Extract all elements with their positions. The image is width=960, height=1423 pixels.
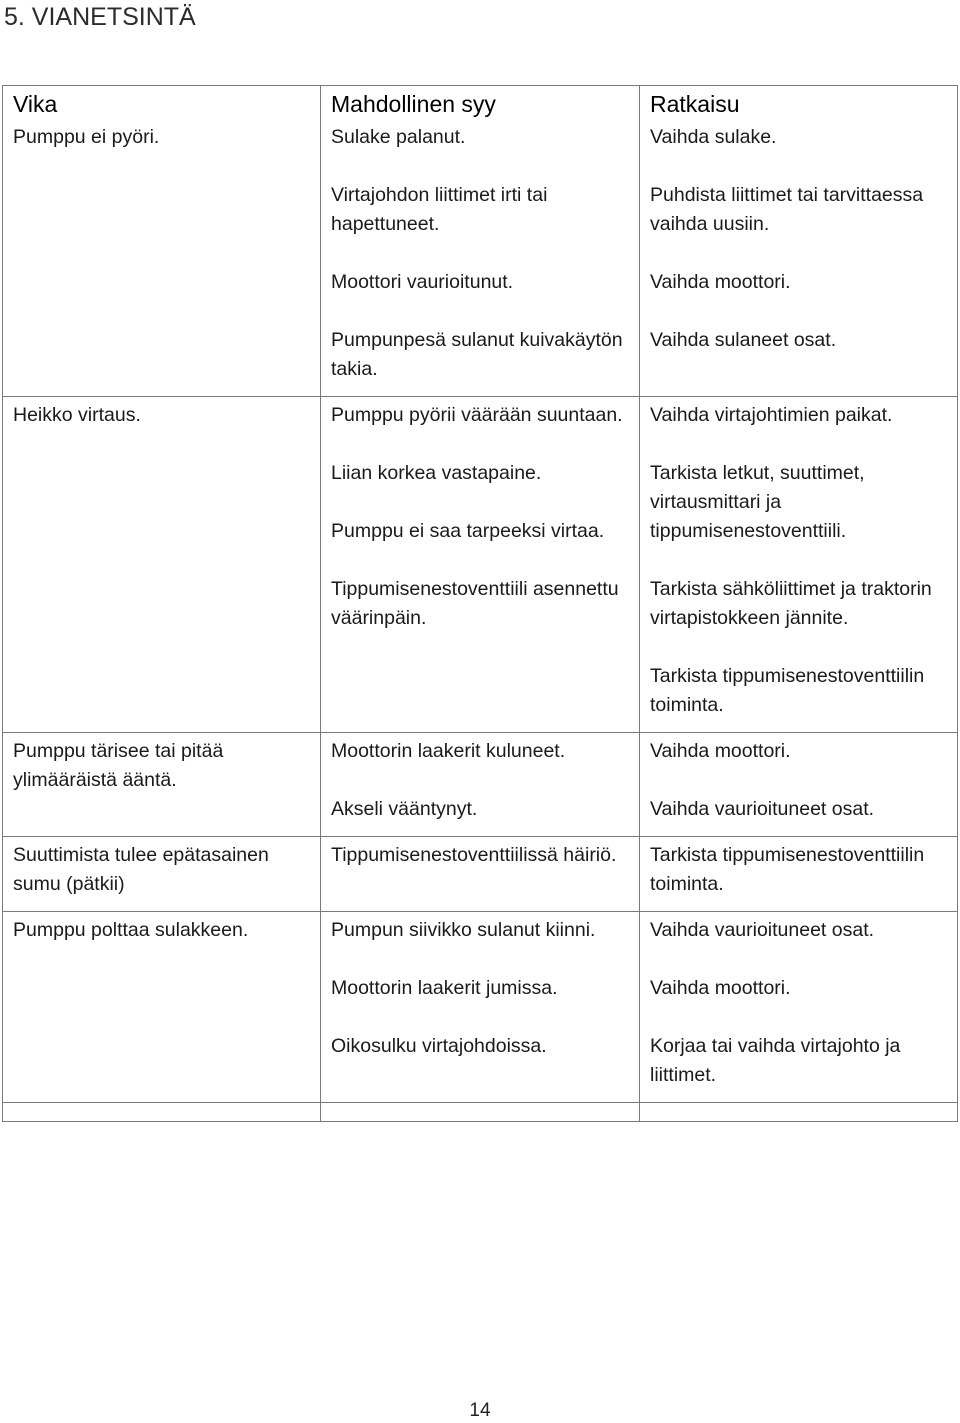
cause-text: Pumppu pyörii väärään suuntaan. — [331, 404, 623, 426]
troubleshooting-table — [2, 85, 958, 1122]
solution-text: Vaihda sulake. — [650, 126, 777, 148]
empty-cell — [3, 1103, 321, 1122]
solution-cell — [640, 397, 958, 733]
solution-text: Tarkista tippumisenestoventtiilin toiminta. — [650, 665, 925, 716]
fault-text: Pumppu ei pyöri. — [13, 126, 160, 148]
cause-text: Moottorin laakerit kuluneet. — [331, 740, 566, 762]
cause-text: Tippumisenestoventtiili asennettu väärinpäin. — [331, 578, 619, 629]
solution-text: Tarkista letkut, suuttimet, virtausmittari ja tippumisenestoventtiili. — [650, 462, 865, 542]
table-row — [3, 397, 958, 733]
page-number: 14 — [469, 1400, 491, 1421]
cause-cell — [321, 397, 640, 733]
cause-text: Sulake palanut. — [331, 126, 466, 148]
table-row — [3, 837, 958, 912]
cause-text: Pumppu ei saa tarpeeksi virtaa. — [331, 520, 605, 542]
cause-text: Pumpun siivikko sulanut kiinni. — [331, 919, 596, 941]
solution-text: Puhdista liittimet tai tarvittaessa vaihda uusiin. — [650, 184, 924, 235]
cause-text: Akseli vääntynyt. — [331, 798, 478, 820]
column-header-cause: Mahdollinen syy — [321, 86, 640, 120]
section-heading: 5. VIANETSINTÄ — [4, 3, 196, 31]
fault-cell — [3, 837, 321, 912]
table-row — [3, 119, 958, 397]
table-row — [3, 912, 958, 1103]
cause-text: Moottorin laakerit jumissa. — [331, 977, 558, 999]
fault-cell — [3, 397, 321, 733]
solution-text: Vaihda vaurioituneet osat. — [650, 798, 875, 820]
fault-text: Suuttimista tulee epätasainen sumu (pätkii) — [13, 844, 269, 895]
cause-text: Pumpunpesä sulanut kuivakäytön takia. — [331, 329, 623, 380]
cause-text: Virtajohdon liittimet irti tai hapettuneet. — [331, 184, 548, 235]
column-header-fault: Vika — [3, 86, 321, 120]
cause-text: Liian korkea vastapaine. — [331, 462, 542, 484]
fault-cell — [3, 119, 321, 397]
cause-cell — [321, 733, 640, 837]
cause-text: Tippumisenestoventtiilissä häiriö. — [331, 844, 617, 866]
fault-text: Pumppu polttaa sulakkeen. — [13, 919, 249, 941]
solution-cell — [640, 912, 958, 1103]
cause-cell — [321, 119, 640, 397]
solution-text: Vaihda sulaneet osat. — [650, 329, 837, 351]
cause-text: Oikosulku virtajohdoissa. — [331, 1035, 547, 1057]
empty-table-row — [3, 1103, 958, 1122]
solution-text: Korjaa tai vaihda virtajohto ja liittimet. — [650, 1035, 901, 1086]
empty-cell — [640, 1103, 958, 1122]
table-body — [3, 119, 958, 1122]
solution-text: Vaihda vaurioituneet osat. — [650, 919, 875, 941]
fault-text: Heikko virtaus. — [13, 404, 141, 426]
fault-text: Pumppu tärisee tai pitää ylimääräistä ääntä. — [13, 740, 224, 791]
solution-text: Vaihda virtajohtimien paikat. — [650, 404, 893, 426]
solution-text: Tarkista sähköliittimet ja traktorin virtapistokkeen jännite. — [650, 578, 932, 629]
solution-cell — [640, 837, 958, 912]
solution-text: Vaihda moottori. — [650, 977, 791, 999]
column-header-solution: Ratkaisu — [640, 86, 958, 120]
cause-cell — [321, 912, 640, 1103]
fault-cell — [3, 912, 321, 1103]
solution-cell — [640, 733, 958, 837]
fault-cell — [3, 733, 321, 837]
solution-text: Tarkista tippumisenestoventtiilin toiminta. — [650, 844, 925, 895]
cause-cell — [321, 837, 640, 912]
solution-text: Vaihda moottori. — [650, 271, 791, 293]
table-row — [3, 733, 958, 837]
empty-cell — [321, 1103, 640, 1122]
cause-text: Moottori vaurioitunut. — [331, 271, 514, 293]
solution-cell — [640, 119, 958, 397]
solution-text: Vaihda moottori. — [650, 740, 791, 762]
table-header-row — [3, 86, 958, 120]
